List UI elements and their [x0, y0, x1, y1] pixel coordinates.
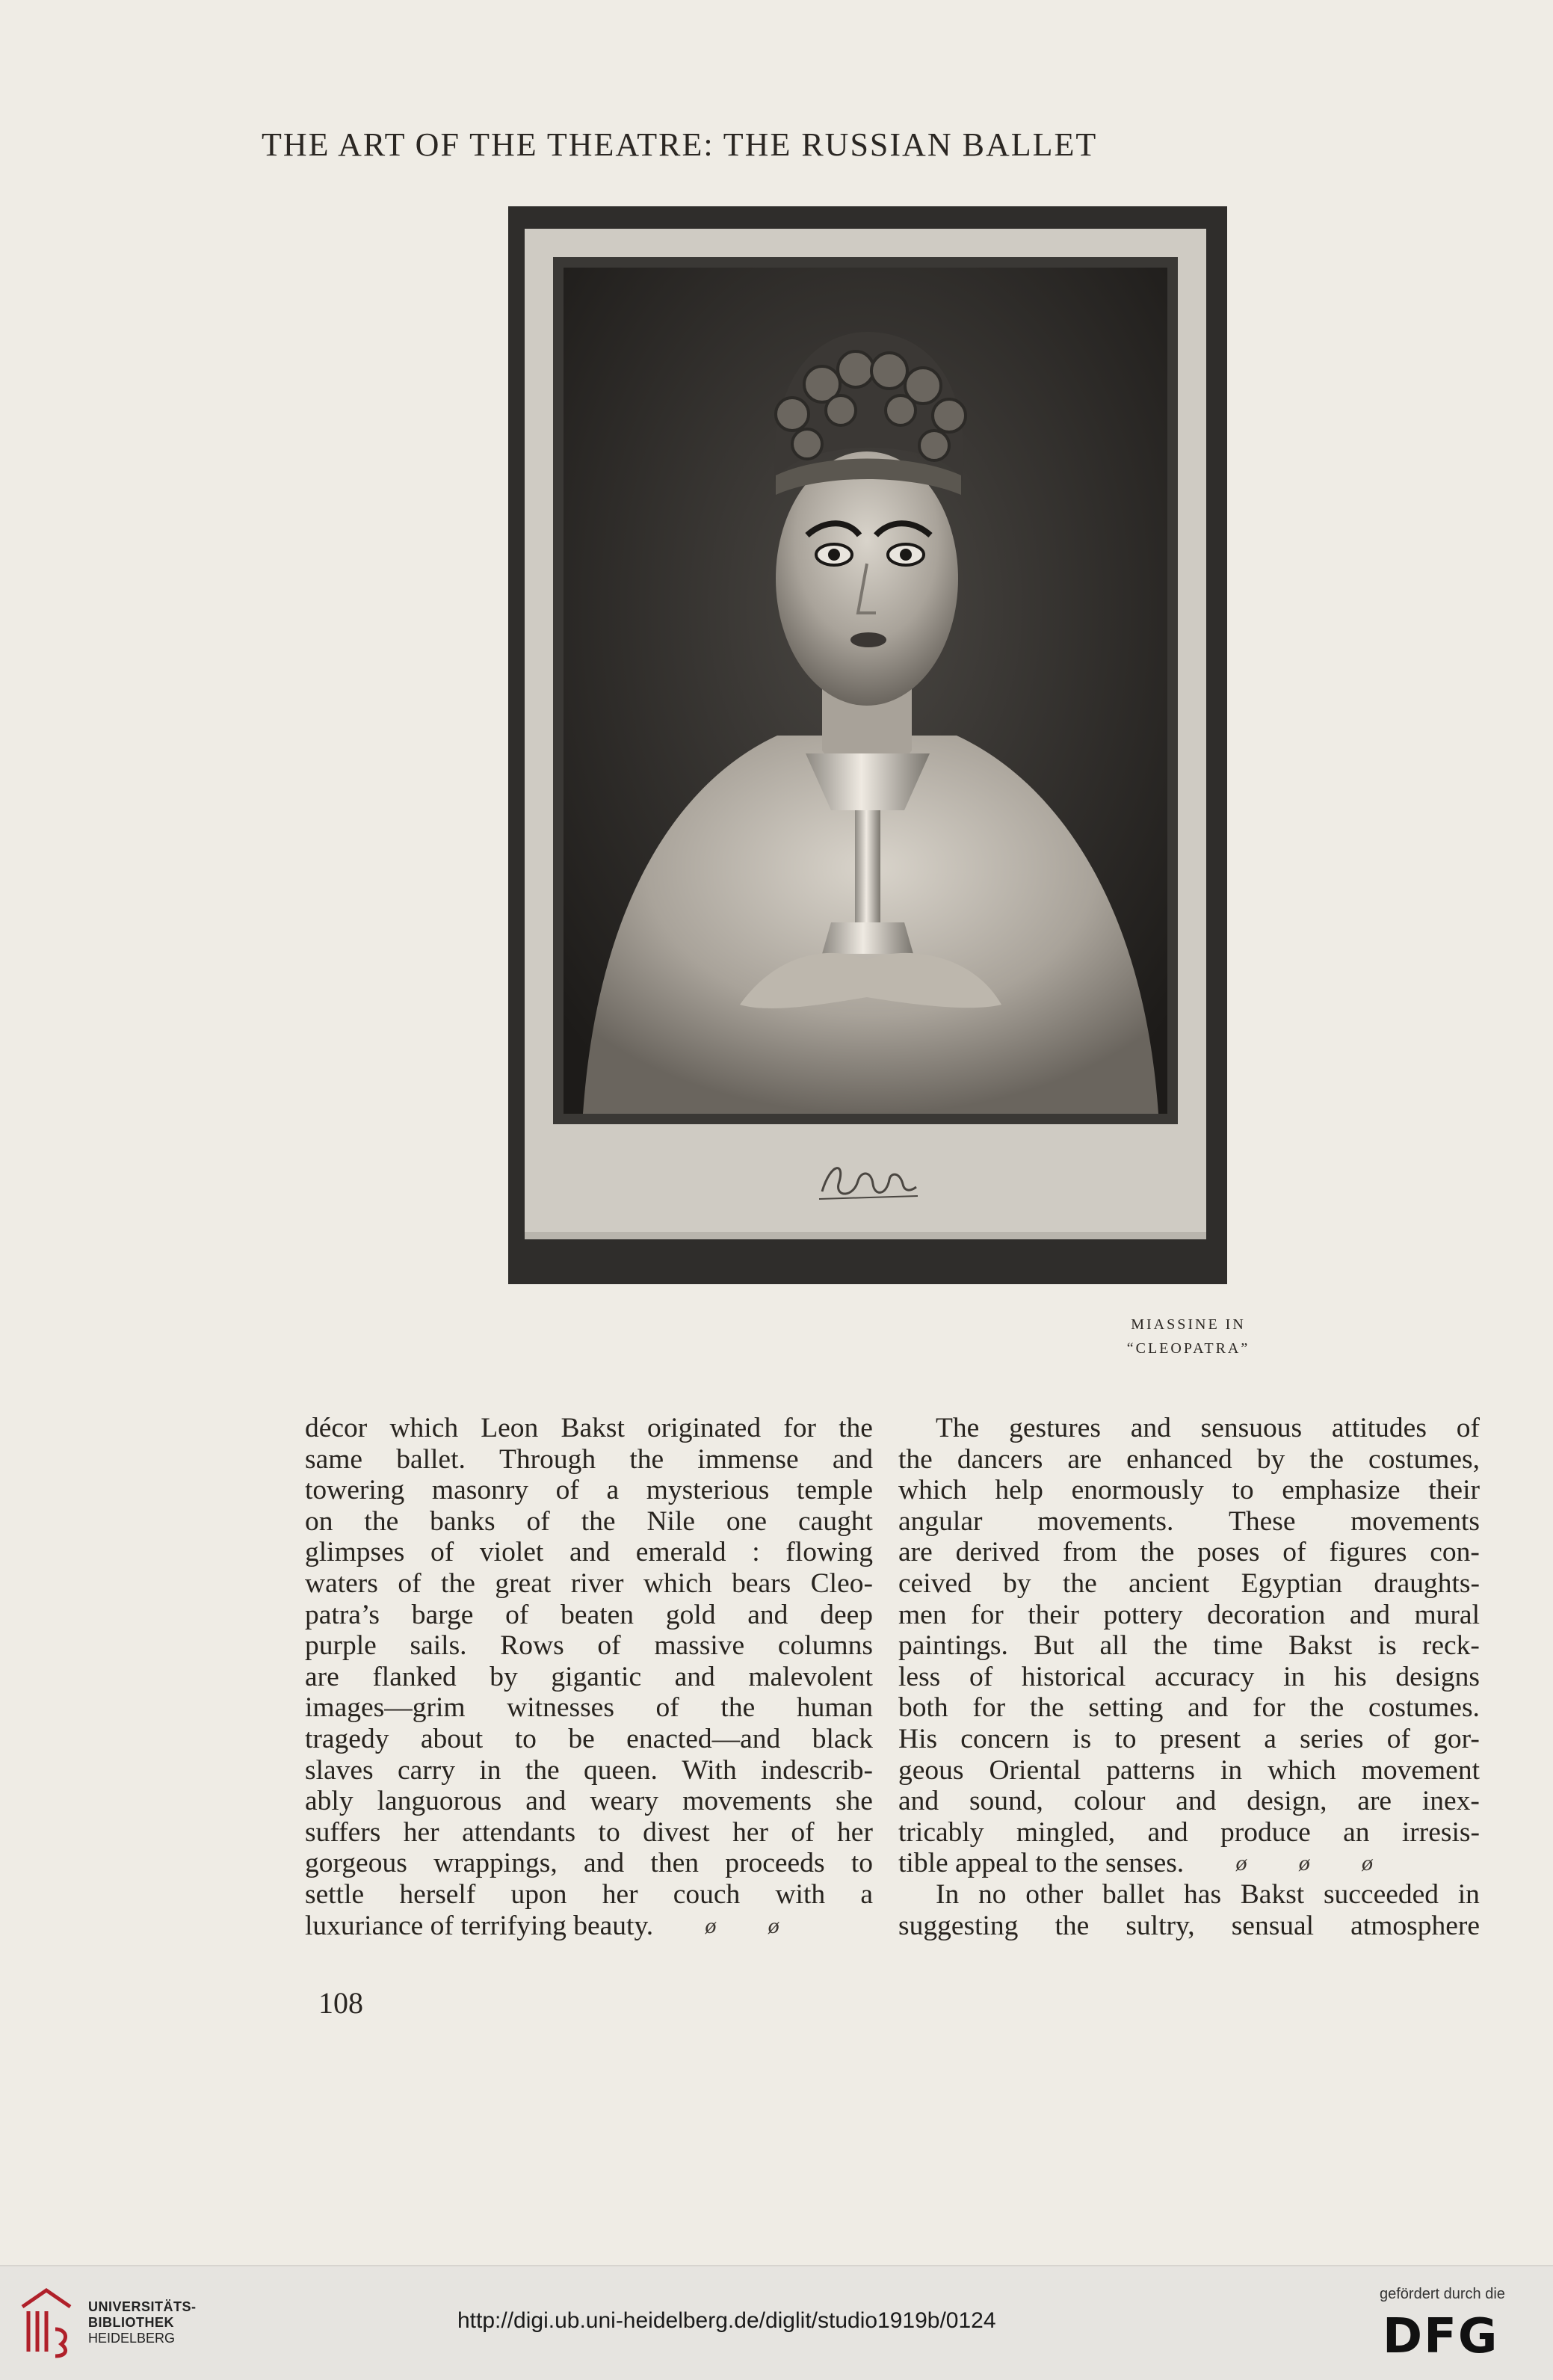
text-line: suffers her attendants to divest her of her — [305, 1816, 873, 1848]
text-line-last — [305, 1911, 873, 1942]
text-line: slaves carry in the queen. With indescrib- — [305, 1754, 873, 1786]
text-line: same ballet. Through the immense and — [305, 1443, 873, 1475]
library-name-line: HEIDELBERG — [88, 2331, 176, 2346]
ornament-glyph: ø — [1298, 1851, 1310, 1876]
text-line: The gestures and sensuous attitudes of — [936, 1413, 1480, 1443]
text-line: less of historical accuracy in his designs — [898, 1661, 1480, 1692]
photo-plate — [508, 206, 1227, 1284]
text-line: men for their pottery decoration and mural — [898, 1599, 1480, 1630]
caption-line: MIASSINE IN — [1131, 1316, 1246, 1333]
text-line: are flanked by gigantic and malevolent — [305, 1661, 873, 1692]
permalink-url[interactable]: http://digi.ub.uni-heidelberg.de/diglit/studio1919b/0124 — [457, 2308, 996, 2333]
text-line: the dancers are enhanced by the costumes, — [898, 1443, 1480, 1475]
text-line: waters of the great river which bears Cleo- — [305, 1567, 873, 1599]
text-line: images—grim witnesses of the human — [305, 1692, 873, 1724]
text-line: paintings. But all the time Bakst is reck- — [898, 1630, 1480, 1662]
text-line: both for the setting and for the costumes. — [898, 1692, 1480, 1724]
page-number: 108 — [318, 1986, 363, 2020]
text-line: towering masonry of a mysterious temple — [305, 1475, 873, 1506]
library-name-line: BIBLIOTHEK — [88, 2315, 174, 2330]
library-name — [88, 2299, 197, 2346]
text-line: tricably mingled, and produce an irresis- — [898, 1816, 1480, 1848]
text-line: glimpses of violet and emerald : flowing — [305, 1537, 873, 1568]
ornament-glyph: ø — [705, 1913, 717, 1938]
text-line: and sound, colour and design, are inex- — [898, 1786, 1480, 1817]
text-line: décor which Leon Bakst originated for the — [305, 1413, 873, 1443]
caption-line: “CLEOPATRA” — [1126, 1340, 1250, 1357]
text-line: tragedy about to be enacted—and black — [305, 1723, 873, 1754]
text-line: In no other ballet has Bakst succeeded in — [936, 1878, 1480, 1910]
dancer-portrait — [553, 257, 1178, 1124]
text-line: suggesting the sultry, sensual atmosphere — [898, 1910, 1480, 1941]
photograph — [553, 257, 1178, 1124]
photographer-signature — [816, 1154, 921, 1206]
text-line: angular movements. These movements — [898, 1505, 1480, 1537]
text-line: purple sails. Rows of massive columns — [305, 1630, 873, 1662]
text-line: ably languorous and weary movements she — [305, 1786, 873, 1817]
text-line: settle herself upon her couch with a — [305, 1878, 873, 1910]
text-line: on the banks of the Nile one caught — [305, 1505, 873, 1537]
text-line: are derived from the poses of figures con- — [898, 1537, 1480, 1568]
ornament-glyph: ø — [768, 1913, 779, 1938]
text-line: ceived by the ancient Egyptian draughts- — [898, 1567, 1480, 1599]
text-line: patra’s barge of beaten gold and deep — [305, 1599, 873, 1630]
ornament-glyph: ø — [1361, 1851, 1373, 1876]
ornament-glyph: ø — [1235, 1851, 1247, 1876]
text-line-last — [898, 1848, 1480, 1879]
running-head: THE ART OF THE THEATRE: THE RUSSIAN BALLET — [262, 126, 1098, 163]
university-library-logo — [16, 2284, 76, 2359]
library-name-line: UNIVERSITÄTS- — [88, 2299, 197, 2314]
photo-mount — [525, 229, 1206, 1239]
left-column — [305, 1413, 873, 1941]
dfg-logo: DFG — [1383, 2309, 1499, 2364]
plate-caption — [1091, 1313, 1285, 1360]
text-line: His concern is to present a series of gor- — [898, 1723, 1480, 1754]
funded-by-label: gefördert durch die — [1380, 2286, 1505, 2302]
right-column — [898, 1413, 1480, 1941]
text-line: geous Oriental patterns in which movement — [898, 1754, 1480, 1786]
text-line: which help enormously to emphasize their — [898, 1475, 1480, 1506]
text-line: tible appeal to the senses. — [898, 1848, 1185, 1879]
text-line: gorgeous wrappings, and then proceeds to — [305, 1848, 873, 1879]
viewer-footer — [0, 2265, 1553, 2380]
text-line: luxuriance of terrifying beauty. — [305, 1910, 654, 1941]
